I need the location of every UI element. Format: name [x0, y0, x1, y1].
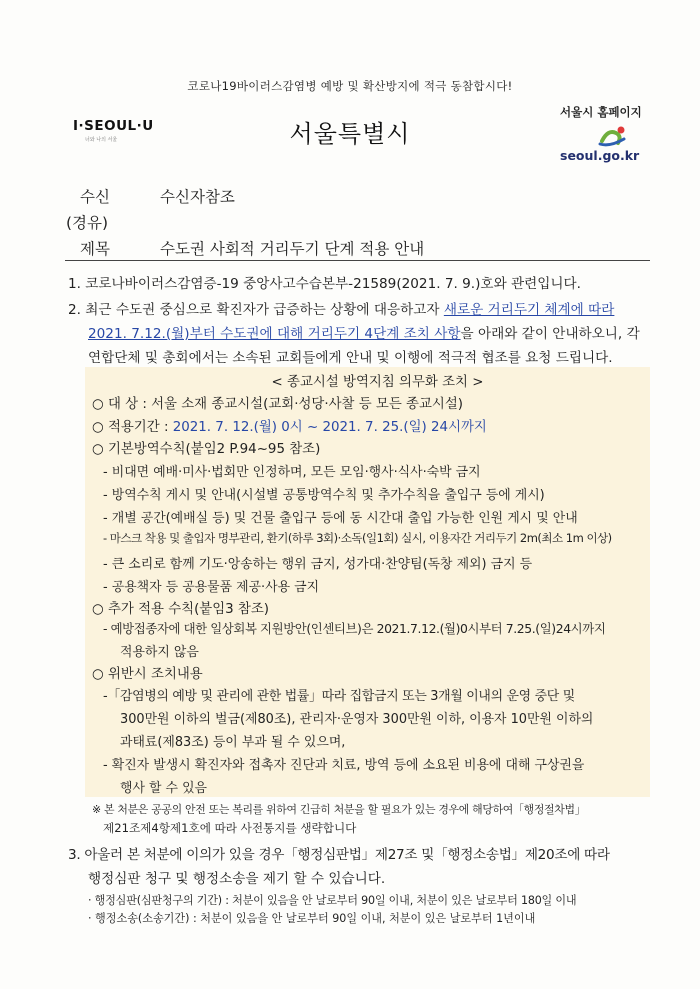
recipient-row — [80, 185, 235, 207]
subject-label: 제목 — [80, 240, 110, 258]
header-divider — [65, 260, 650, 261]
extra-rules-title: ○ 추가 적용 수칙(붙임3 참조) — [92, 602, 270, 617]
homepage-url[interactable]: seoul.go.kr — [560, 148, 640, 163]
notice-line: 제21조제4항제1호에 따라 사전통지를 생략합니다 — [103, 821, 357, 835]
recipient-value: 수신자참조 — [160, 188, 235, 206]
basic-rule-item: - 방역수칙 게시 및 안내(시설별 공통방역수칙 및 추가수칙을 출입구 등에 게시) — [103, 488, 545, 503]
paragraph-3-line1: 3. 아울러 본 처분에 이의가 있을 경우「행정심판법」제27조 및「행정소송법」제20조에 따라 — [68, 847, 610, 863]
notice-line: ※ 본 처분은 공공의 안전 또는 복리를 위하여 긴급히 처분을 할 필요가 있는 경우에 해당하여「행정절차법」 — [92, 803, 586, 816]
violation-line: 300만원 이하의 벌금(제80조), 관리자·운영자 300만원 이하, 이용자 10만원 이하의 — [120, 712, 594, 727]
basic-rule-item: - 마스크 착용 및 출입자 명부관리, 환기(하루 3회)·소독(일1회) 실시, 이용자간 거리두기 2m(최소 1m 이상) — [103, 531, 612, 545]
basic-rule-item: - 개별 공간(예배실 등) 및 건물 출입구 등에 동 시간대 출입 가능한 인원 게시 및 안내 — [103, 511, 578, 526]
p2-highlight-a: 새로운 거리두기 체계에 따라 — [443, 302, 615, 318]
logo-main-text: I·SEOUL·U — [73, 118, 154, 134]
period-value: 2021. 7. 12.(월) 0시 ~ 2021. 7. 25.(일) 24시까지 — [172, 420, 487, 435]
paragraph-2-line3: 연합단체 및 총회에서는 소속된 교회들에게 안내 및 이행에 적극적 협조를 요청 드립니다. — [88, 350, 613, 366]
period-label: ○ 적용기간 : — [92, 420, 169, 435]
seoul-homepage-logo — [560, 104, 670, 163]
target-label: ○ 대 상 : — [92, 397, 147, 412]
appeal-bullet: · 행정심판(심판청구의 기간) : 처분이 있음을 안 날로부터 90일 이내, 처분이 있은 날로부터 180일 이내 — [88, 894, 577, 907]
paragraph-2-line1 — [68, 298, 614, 318]
subject-value: 수도권 사회적 거리두기 단계 적용 안내 — [160, 240, 425, 258]
p2-text-b: 을 아래와 같이 안내하오니, 각 — [460, 326, 640, 342]
document-title: 서울특별시 — [289, 120, 411, 148]
paragraph-1: 1. 코로나바이러스감염증-19 중앙사고수습본부-21589(2021. 7. 9.)호와 관련입니다. — [68, 276, 581, 292]
via-label: (경유) — [66, 214, 109, 232]
logo-sub-text: 너와 나의 서울 — [85, 137, 118, 143]
violation-line: 과태료(제83조) 등이 부과 될 수 있으며, — [120, 735, 346, 750]
box-heading: < 종교시설 방역지침 의무화 조치 > — [271, 375, 484, 390]
p2-text-a: 2. 최근 수도권 중심으로 확진자가 급증하는 상황에 대응하고자 — [68, 302, 440, 318]
recipient-label: 수신 — [80, 188, 110, 206]
violation-line: - 확진자 발생시 확진자와 접촉자 진단과 치료, 방역 등에 소요된 비용에 대해 구상권을 — [103, 758, 585, 773]
paragraph-3-line2: 행정심판 청구 및 행정소송을 제기 할 수 있습니다. — [88, 871, 386, 887]
basic-rule-item: - 큰 소리로 함께 기도·앙송하는 행위 금지, 성가대·찬양팀(독창 제외) 금지 등 — [103, 557, 533, 572]
slogan: 코로나19바이러스감염병 예방 및 확산방지에 적극 동참합시다! — [187, 79, 513, 93]
basic-rule-item: - 공용책자 등 공용물품 제공·사용 금지 — [103, 580, 320, 595]
homepage-label: 서울시 홈페이지 — [560, 105, 642, 119]
violation-line: 행사 할 수 있음 — [120, 781, 208, 796]
subject-row — [80, 237, 424, 259]
paragraph-2-line2 — [88, 322, 640, 342]
p2-highlight-b: 2021. 7.12.(월)부터 수도권에 대해 거리두기 4단계 조치 사항 — [88, 326, 461, 342]
appeal-bullet: · 행정소송(소송기간) : 처분이 있음을 안 날로부터 90일 이내, 처분이 있은 날로부터 1년이내 — [88, 912, 536, 925]
extra-rule-line: 적용하지 않음 — [120, 645, 199, 660]
violation-title: ○ 위반시 조치내용 — [92, 667, 203, 682]
target-row — [92, 393, 463, 412]
seoul-swirl-icon — [598, 125, 628, 147]
extra-rule-line: - 예방접종자에 대한 일상회복 지원방안(인센티브)은 2021.7.12.(월)0시부터 7.25.(일)24시까지 — [103, 621, 606, 636]
violation-line: -「감염병의 예방 및 관리에 관한 법률」따라 집합금지 또는 3개월 이내의 운영 중단 및 — [103, 689, 575, 704]
period-row — [92, 416, 487, 435]
basic-rules-title: ○ 기본방역수칙(붙임2 P.94~95 참조) — [92, 442, 321, 457]
target-value: 서울 소재 종교시설(교회·성당·사찰 등 모든 종교시설) — [151, 397, 463, 412]
basic-rule-item: - 비대면 예배·미사·법회만 인정하며, 모든 모임·행사·식사·숙박 금지 — [103, 465, 481, 480]
